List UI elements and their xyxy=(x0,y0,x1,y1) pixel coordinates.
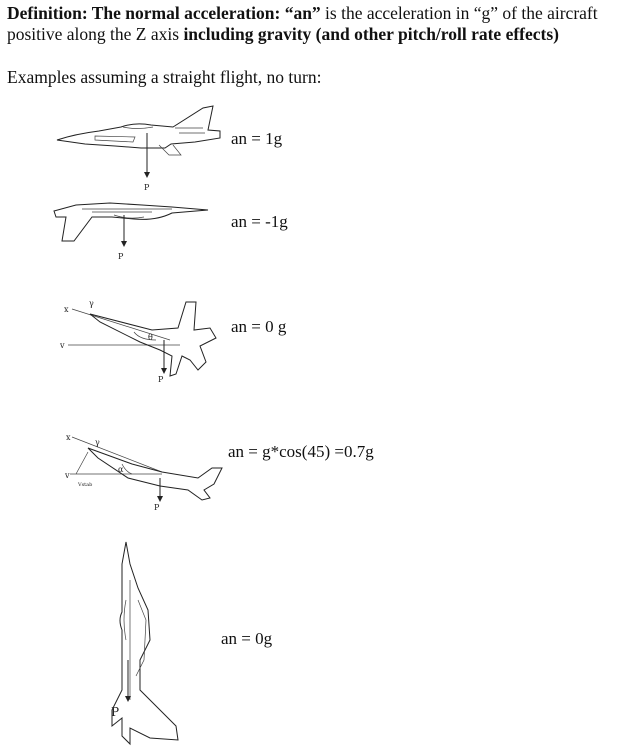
alpha-label: α xyxy=(118,465,124,474)
weight-label: P xyxy=(154,503,160,512)
theta-label: θ xyxy=(148,333,153,342)
x-axis-label: x xyxy=(64,305,69,314)
gamma-label: γ xyxy=(95,438,100,447)
gamma-label: γ xyxy=(89,299,94,308)
examples-intro: Examples assuming a straight flight, no turn: xyxy=(7,67,322,87)
definition-paragraph xyxy=(7,3,619,45)
aircraft-45deg-climb-figure xyxy=(62,428,222,513)
velocity-label: v xyxy=(65,471,70,480)
example-5-label: an = 0g xyxy=(221,629,273,648)
weight-label: P xyxy=(144,183,150,192)
example-4-label: an = g*cos(45) =0.7g xyxy=(228,442,374,461)
aircraft-inverted-figure xyxy=(52,197,212,272)
definition-term: “an” xyxy=(284,3,321,23)
aircraft-vertical-figure xyxy=(108,540,184,745)
definition-body: is the acceleration in “g” of the aircraft positive along the Z axis xyxy=(7,3,598,44)
weight-label: P xyxy=(158,375,164,384)
aircraft-vertical-climb-figure xyxy=(60,290,230,390)
aircraft-level-figure xyxy=(55,100,225,195)
weight-label: P xyxy=(118,252,124,261)
x-axis-label: x xyxy=(66,433,71,442)
example-1-label: an = 1g xyxy=(231,129,283,148)
v-stab-label: Vstab xyxy=(78,482,93,488)
example-2-label: an = -1g xyxy=(231,212,288,231)
velocity-label: v xyxy=(60,341,65,350)
definition-label: Definition: The normal acceleration: xyxy=(7,3,281,23)
weight-label: P xyxy=(111,705,120,719)
definition-emphasis: including gravity (and other pitch/roll rate effects) xyxy=(183,24,559,44)
example-3-label: an = 0 g xyxy=(231,317,287,336)
